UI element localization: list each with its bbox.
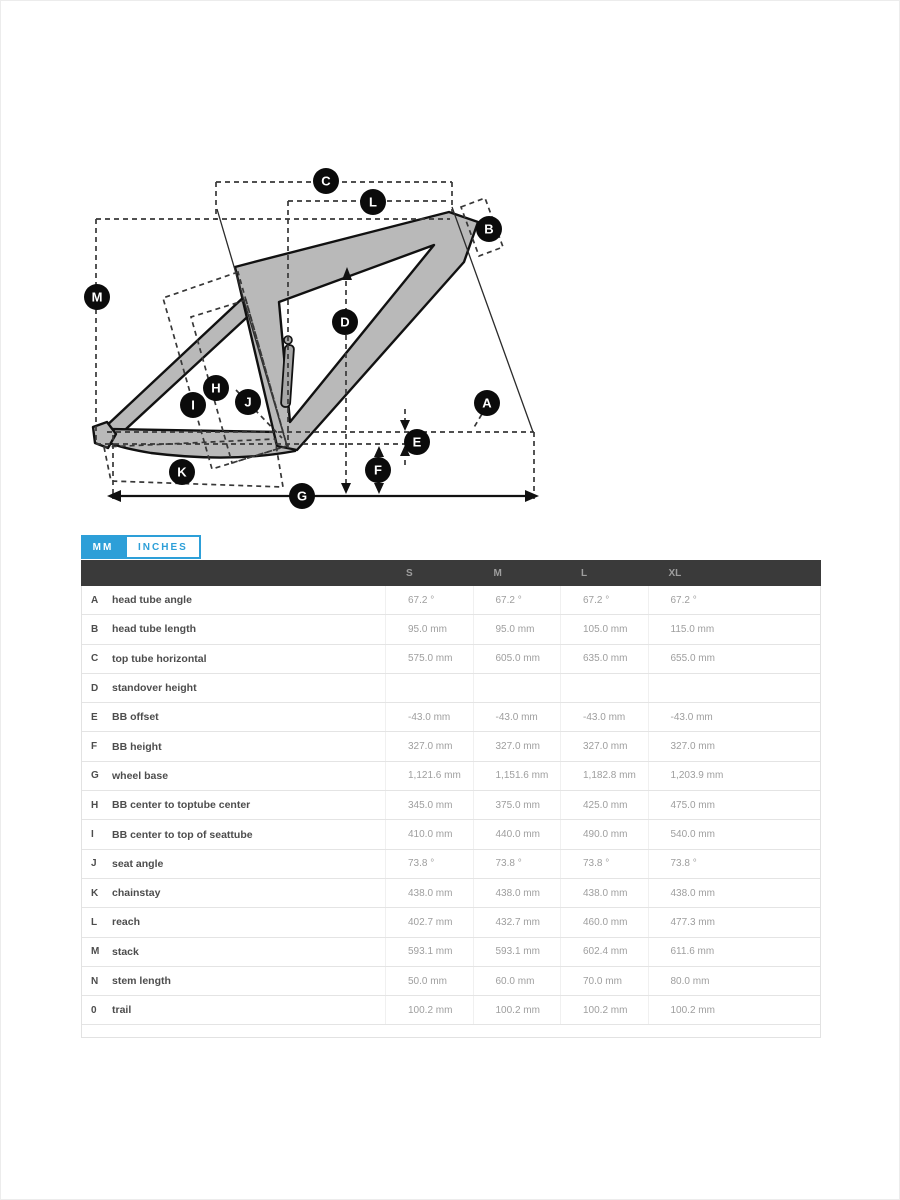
row-letter: 0 bbox=[91, 1004, 97, 1016]
row-value-s: 50.0 mm bbox=[385, 967, 473, 995]
row-value-l: 1,182.8 mm bbox=[560, 762, 648, 790]
row-value-xl: 1,203.9 mm bbox=[648, 762, 821, 790]
row-value-m bbox=[473, 674, 561, 702]
diagram-marker-C bbox=[313, 168, 339, 194]
geometry-diagram bbox=[1, 1, 900, 531]
row-value-xl: 80.0 mm bbox=[648, 967, 821, 995]
row-value-m: 593.1 mm bbox=[473, 938, 561, 966]
row-value-xl: 475.0 mm bbox=[648, 791, 821, 819]
table-row bbox=[82, 674, 820, 703]
row-letter: C bbox=[91, 653, 99, 665]
row-letter: A bbox=[91, 594, 99, 606]
row-value-s: 410.0 mm bbox=[385, 820, 473, 848]
row-value-l: 425.0 mm bbox=[560, 791, 648, 819]
col-header-m: M bbox=[493, 567, 502, 579]
table-row bbox=[82, 996, 820, 1025]
row-name: wheel base bbox=[112, 769, 169, 782]
row-value-s: 1,121.6 mm bbox=[385, 762, 473, 790]
row-value-l: 70.0 mm bbox=[560, 967, 648, 995]
svg-text:L: L bbox=[369, 194, 377, 210]
row-name: stack bbox=[112, 945, 139, 958]
row-name: BB offset bbox=[112, 711, 159, 724]
row-name: head tube angle bbox=[112, 594, 192, 607]
table-body bbox=[82, 586, 820, 1025]
diagram-marker-J bbox=[235, 389, 261, 415]
diagram-marker-F bbox=[365, 457, 391, 483]
table-row bbox=[82, 586, 820, 615]
table-row bbox=[82, 967, 820, 996]
diagram-marker-A bbox=[474, 390, 500, 416]
row-value-s: -43.0 mm bbox=[385, 703, 473, 731]
diagram-marker-I bbox=[180, 392, 206, 418]
svg-text:K: K bbox=[177, 464, 187, 480]
row-value-s bbox=[385, 674, 473, 702]
table-row bbox=[82, 908, 820, 937]
table-row bbox=[82, 645, 820, 674]
row-letter: K bbox=[91, 887, 99, 899]
svg-text:A: A bbox=[482, 395, 492, 411]
row-value-l: 438.0 mm bbox=[560, 879, 648, 907]
row-value-l: 73.8 ° bbox=[560, 850, 648, 878]
table-row bbox=[82, 703, 820, 732]
row-value-xl: 67.2 ° bbox=[648, 586, 821, 614]
row-value-s: 575.0 mm bbox=[385, 645, 473, 673]
row-name: top tube horizontal bbox=[112, 652, 207, 665]
geometry-diagram-svg bbox=[1, 1, 900, 531]
row-value-xl: 477.3 mm bbox=[648, 908, 821, 936]
svg-text:I: I bbox=[191, 397, 195, 413]
diagram-marker-E bbox=[404, 429, 430, 455]
row-value-m: 432.7 mm bbox=[473, 908, 561, 936]
row-value-s: 402.7 mm bbox=[385, 908, 473, 936]
col-header-l: L bbox=[581, 567, 588, 579]
row-value-s: 345.0 mm bbox=[385, 791, 473, 819]
row-letter: H bbox=[91, 799, 99, 811]
row-value-s: 73.8 ° bbox=[385, 850, 473, 878]
row-letter: M bbox=[91, 946, 100, 958]
row-value-l: 327.0 mm bbox=[560, 732, 648, 760]
svg-text:C: C bbox=[321, 173, 331, 189]
diagram-marker-K bbox=[169, 459, 195, 485]
row-value-xl: 438.0 mm bbox=[648, 879, 821, 907]
row-value-s: 95.0 mm bbox=[385, 615, 473, 643]
diagram-marker-D bbox=[332, 309, 358, 335]
row-value-l: 67.2 ° bbox=[560, 586, 648, 614]
row-value-m: 67.2 ° bbox=[473, 586, 561, 614]
row-value-s: 593.1 mm bbox=[385, 938, 473, 966]
row-letter: N bbox=[91, 975, 99, 987]
row-letter: L bbox=[91, 916, 98, 928]
row-letter: I bbox=[91, 829, 94, 841]
row-letter: D bbox=[91, 682, 99, 694]
svg-text:J: J bbox=[244, 394, 252, 410]
row-value-xl: 611.6 mm bbox=[648, 938, 821, 966]
row-value-xl: 73.8 ° bbox=[648, 850, 821, 878]
svg-text:D: D bbox=[340, 314, 350, 330]
row-letter: G bbox=[91, 770, 99, 782]
row-value-m: 73.8 ° bbox=[473, 850, 561, 878]
row-value-m: 95.0 mm bbox=[473, 615, 561, 643]
row-name: chainstay bbox=[112, 887, 161, 900]
diagram-marker-L bbox=[360, 189, 386, 215]
row-letter: F bbox=[91, 741, 98, 753]
geometry-table bbox=[81, 560, 821, 1038]
row-value-xl: 100.2 mm bbox=[648, 996, 821, 1024]
svg-text:E: E bbox=[412, 434, 422, 450]
table-row bbox=[82, 820, 820, 849]
row-value-m: 327.0 mm bbox=[473, 732, 561, 760]
row-value-m: 375.0 mm bbox=[473, 791, 561, 819]
row-value-l: 105.0 mm bbox=[560, 615, 648, 643]
table-header bbox=[81, 560, 821, 586]
diagram-marker-H bbox=[203, 375, 229, 401]
row-name: BB center to toptube center bbox=[112, 799, 251, 812]
seatstay-tube bbox=[103, 294, 257, 441]
row-value-xl: 655.0 mm bbox=[648, 645, 821, 673]
row-value-l: 100.2 mm bbox=[560, 996, 648, 1024]
table-row bbox=[82, 732, 820, 761]
table-row bbox=[82, 791, 820, 820]
svg-text:H: H bbox=[211, 380, 221, 396]
wheelbase-arrow bbox=[107, 490, 539, 502]
row-name: seat angle bbox=[112, 857, 164, 870]
bb-height-bottom-arrow bbox=[374, 483, 384, 494]
row-value-l: -43.0 mm bbox=[560, 703, 648, 731]
row-value-s: 100.2 mm bbox=[385, 996, 473, 1024]
table-row bbox=[82, 615, 820, 644]
row-name: standover height bbox=[112, 682, 197, 695]
row-value-l: 460.0 mm bbox=[560, 908, 648, 936]
row-value-s: 438.0 mm bbox=[385, 879, 473, 907]
bike-frame bbox=[93, 212, 478, 458]
row-name: reach bbox=[112, 916, 141, 929]
row-value-m: 440.0 mm bbox=[473, 820, 561, 848]
row-value-s: 67.2 ° bbox=[385, 586, 473, 614]
unit-toggle bbox=[81, 535, 201, 559]
table-row bbox=[82, 762, 820, 791]
svg-text:M: M bbox=[91, 289, 103, 305]
row-name: trail bbox=[112, 1004, 132, 1017]
row-value-xl: 327.0 mm bbox=[648, 732, 821, 760]
row-name: stem length bbox=[112, 975, 171, 987]
row-value-m: 438.0 mm bbox=[473, 879, 561, 907]
row-value-l: 490.0 mm bbox=[560, 820, 648, 848]
svg-text:F: F bbox=[374, 462, 382, 478]
row-letter: J bbox=[91, 858, 97, 870]
row-name: head tube length bbox=[112, 623, 196, 636]
tab-mm[interactable]: MM bbox=[81, 535, 125, 559]
row-value-m: 1,151.6 mm bbox=[473, 762, 561, 790]
table-row bbox=[82, 938, 820, 967]
svg-text:B: B bbox=[484, 221, 494, 237]
row-value-xl: 115.0 mm bbox=[648, 615, 821, 643]
tab-inches[interactable]: INCHES bbox=[125, 535, 201, 559]
row-value-m: 605.0 mm bbox=[473, 645, 561, 673]
col-header-xl: XL bbox=[668, 567, 682, 579]
table-row bbox=[82, 879, 820, 908]
row-name: BB height bbox=[112, 740, 162, 753]
diagram-marker-M bbox=[84, 284, 110, 310]
row-value-l: 635.0 mm bbox=[560, 645, 648, 673]
row-value-l: 602.4 mm bbox=[560, 938, 648, 966]
bb-offset-down-arrow bbox=[400, 420, 410, 431]
row-letter: E bbox=[91, 711, 98, 723]
table-row bbox=[82, 850, 820, 879]
bb-height-top-arrow bbox=[374, 446, 384, 457]
row-value-xl: 540.0 mm bbox=[648, 820, 821, 848]
row-value-m: 60.0 mm bbox=[473, 967, 561, 995]
row-letter: B bbox=[91, 623, 99, 635]
row-value-m: 100.2 mm bbox=[473, 996, 561, 1024]
row-value-l bbox=[560, 674, 648, 702]
col-header-s: S bbox=[406, 567, 413, 579]
svg-text:G: G bbox=[296, 488, 308, 504]
row-value-s: 327.0 mm bbox=[385, 732, 473, 760]
diagram-marker-G bbox=[289, 483, 315, 509]
standover-bottom-arrow bbox=[341, 483, 351, 494]
row-value-xl: -43.0 mm bbox=[648, 703, 821, 731]
row-value-xl bbox=[648, 674, 821, 702]
row-name: BB center to top of seattube bbox=[112, 828, 253, 841]
diagram-marker-B bbox=[476, 216, 502, 242]
row-value-m: -43.0 mm bbox=[473, 703, 561, 731]
